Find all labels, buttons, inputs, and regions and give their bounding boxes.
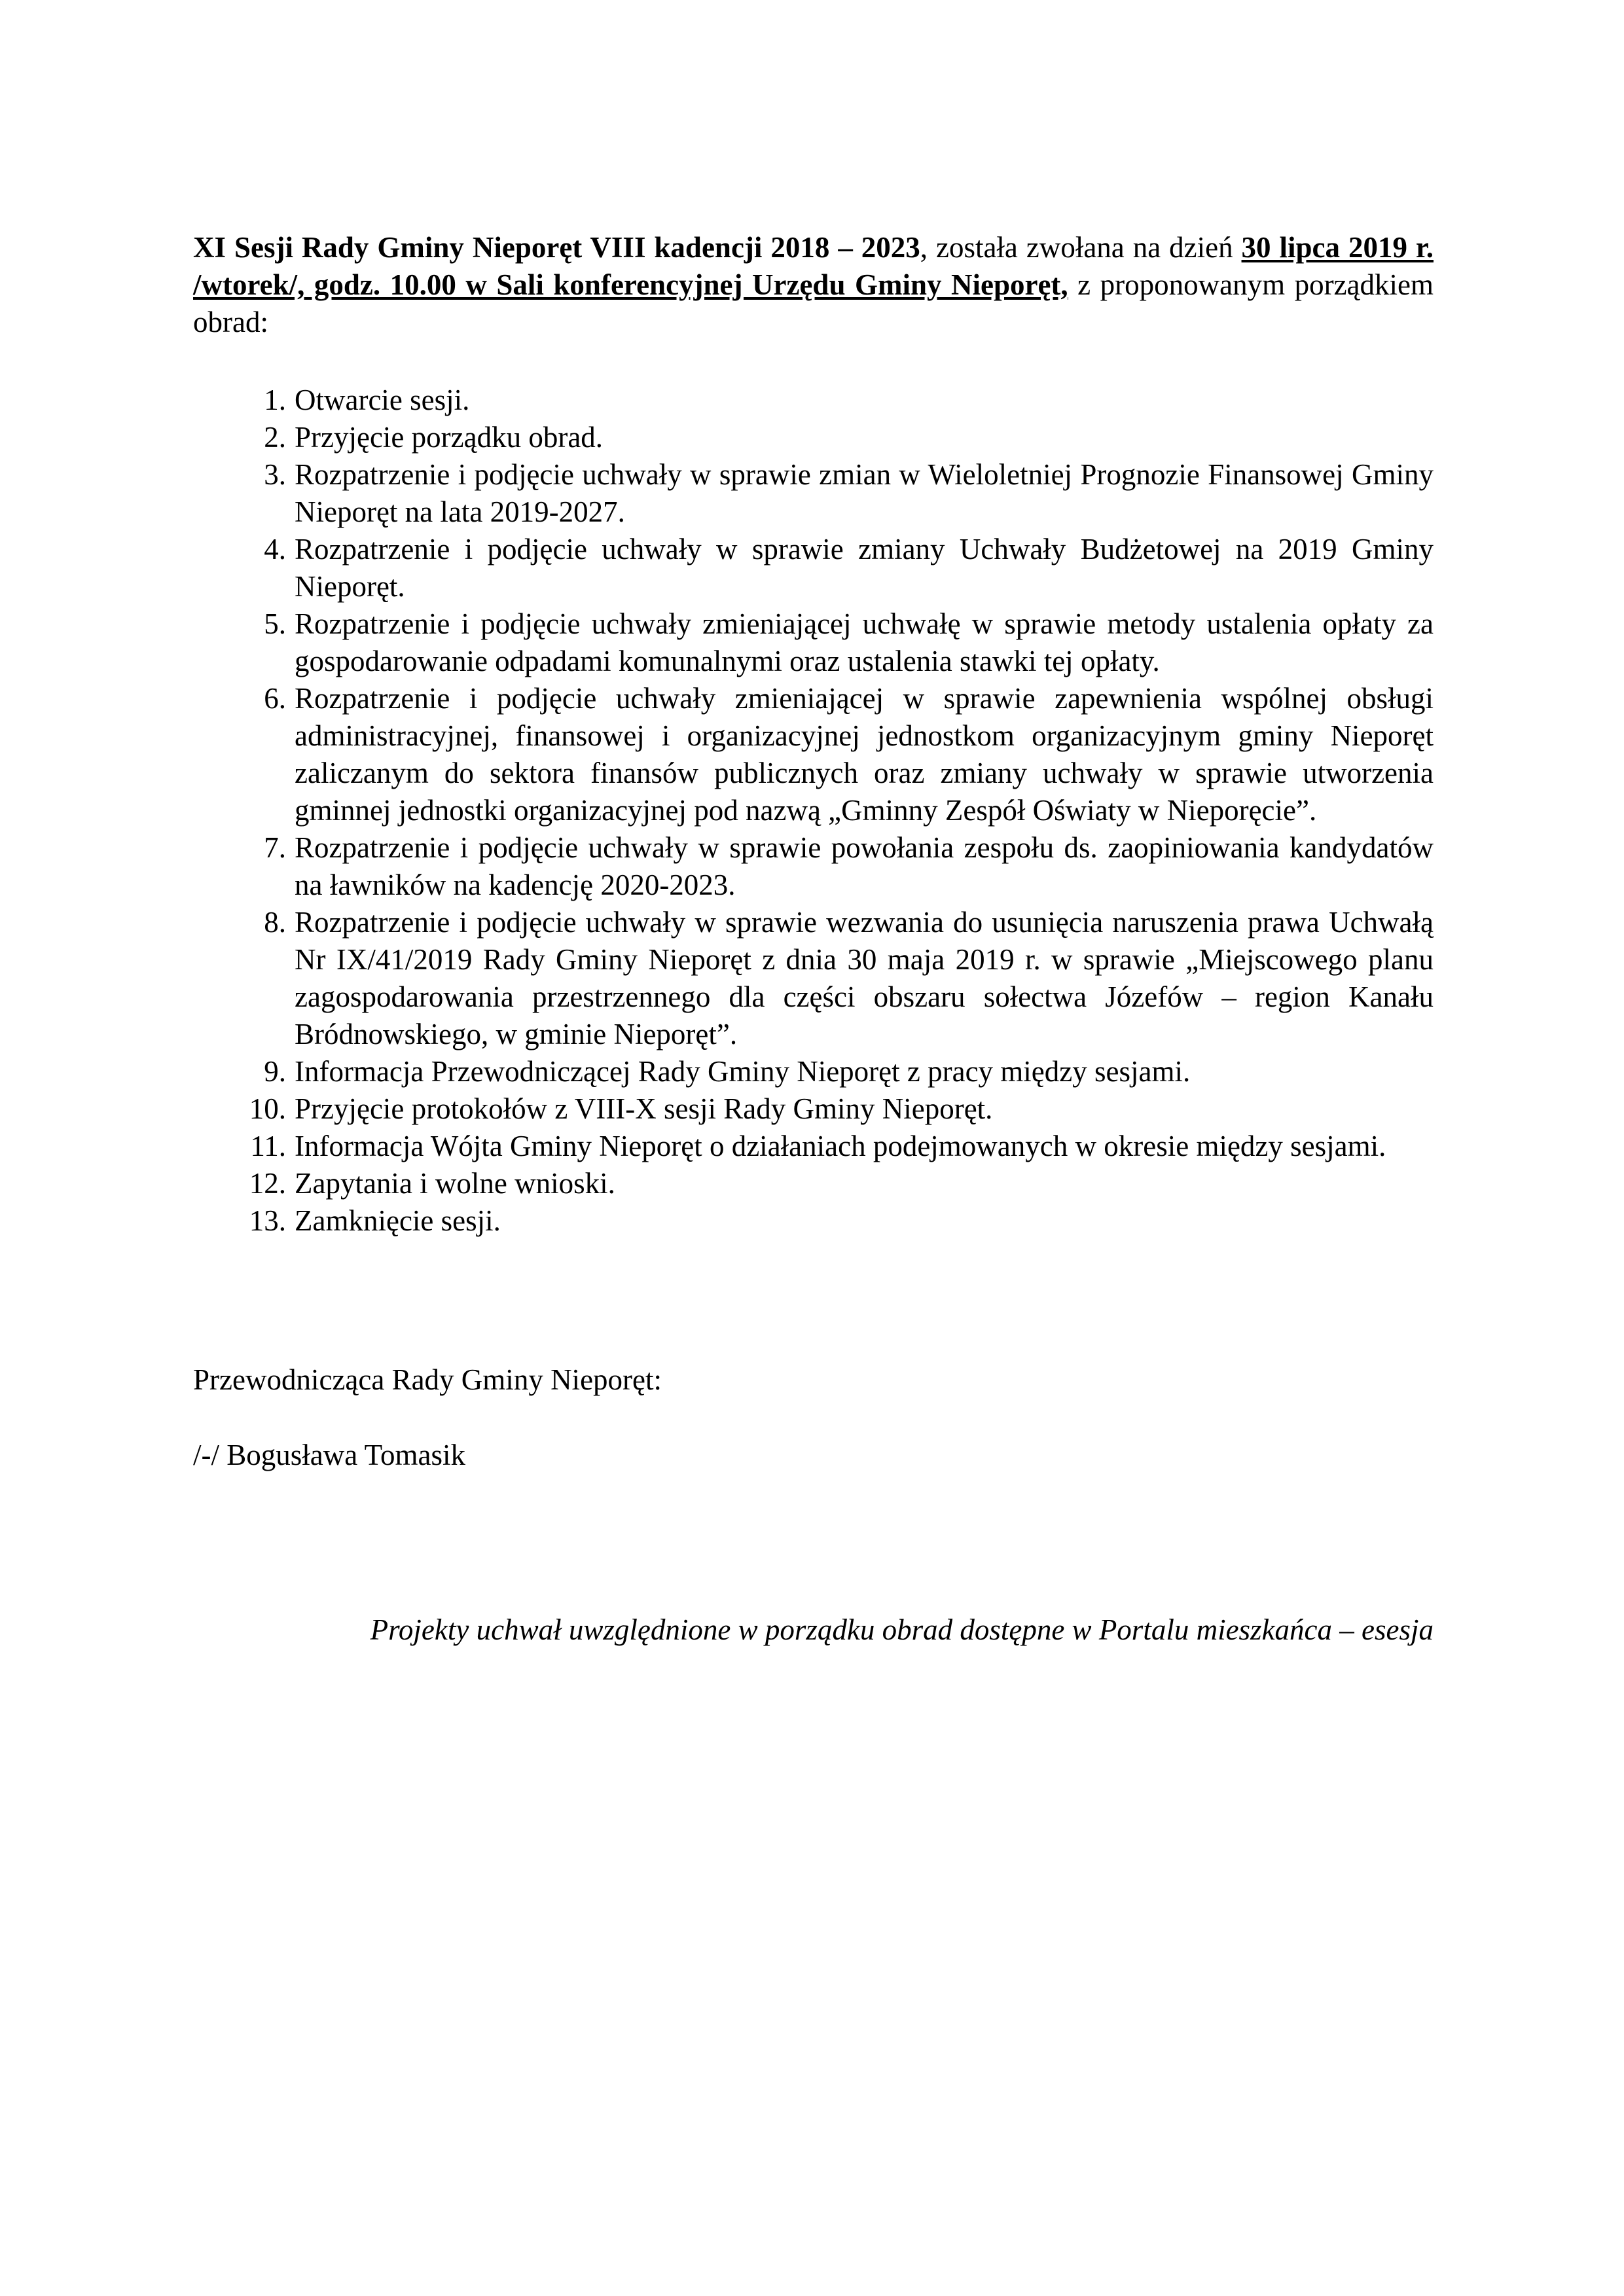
agenda-item [193, 605, 1434, 680]
agenda-list [193, 382, 1434, 1240]
agenda-item-number: 4. [264, 533, 286, 565]
agenda-item-text: Przyjęcie porządku obrad. [295, 421, 604, 454]
agenda-item [193, 1128, 1434, 1165]
agenda-item-number: 2. [264, 421, 286, 454]
agenda-item-number: 10. [249, 1092, 286, 1125]
agenda-item-text: Rozpatrzenie i podjęcie uchwały zmieniającej uchwałę w sprawie metody ustalenia opłaty za gospodarowanie odpadami komunalnymi oraz ustalenia stawki tej opłaty. [295, 607, 1434, 677]
agenda-item-text: Rozpatrzenie i podjęcie uchwały w sprawie powołania zespołu ds. zaopiniowania kandydatów na ławników na kadencję 2020-2023. [295, 831, 1434, 901]
agenda-item-text: Informacja Wójta Gminy Nieporęt o działaniach podejmowanych w okresie między sesjami. [295, 1130, 1386, 1162]
agenda-item [193, 1202, 1434, 1240]
agenda-item [193, 1053, 1434, 1090]
agenda-item-number: 3. [264, 458, 286, 491]
agenda-item-number: 7. [264, 831, 286, 864]
agenda-item-text: Rozpatrzenie i podjęcie uchwały zmieniającej w sprawie zapewnienia wspólnej obsługi administracyjnej, finansowej i organizacyjnej jednostkom organizacyjnym gminy Nieporęt zaliczanym do sektora finansów publicznych oraz zmiany uchwały w sprawie utworzenia gminnej jednostki organizacyjnej pod nazwą „Gminny Zespół Oświaty w Nieporęcie”. [295, 682, 1434, 827]
agenda-item [193, 1090, 1434, 1128]
agenda-item-text: Informacja Przewodniczącej Rady Gminy Nieporęt z pracy między sesjami. [295, 1055, 1191, 1088]
agenda-item [193, 680, 1434, 829]
agenda-item-text: Rozpatrzenie i podjęcie uchwały w sprawie zmian w Wieloletniej Prognozie Finansowej Gminy Nieporęt na lata 2019-2027. [295, 458, 1434, 528]
agenda-item [193, 531, 1434, 605]
footer-note: Projekty uchwał uwzględnione w porządku obrad dostępne w Portalu mieszkańca – esesja [370, 1613, 1434, 1646]
agenda-item-text: Zamknięcie sesji. [295, 1204, 501, 1237]
signature-title: Przewodnicząca Rady Gminy Nieporęt: [193, 1363, 662, 1396]
document-page [193, 229, 1434, 1649]
agenda-item [193, 1165, 1434, 1202]
agenda-item [193, 382, 1434, 419]
session-announcement [193, 229, 1434, 341]
agenda-item-number: 8. [264, 906, 286, 939]
agenda-item-text: Rozpatrzenie i podjęcie uchwały w sprawie zmiany Uchwały Budżetowej na 2019 Gminy Nieporęt. [295, 533, 1434, 603]
agenda-item-text: Otwarcie sesji. [295, 384, 470, 416]
agenda-item [193, 419, 1434, 456]
agenda-item-text: Przyjęcie protokołów z VIII-X sesji Rady Gminy Nieporęt. [295, 1092, 993, 1125]
signature-name: /-/ Bogusława Tomasik [193, 1439, 465, 1471]
agenda-item-number: 1. [264, 384, 286, 416]
session-name: XI Sesji Rady Gminy Nieporęt VIII kadencji 2018 – 2023 [193, 231, 920, 264]
announcement-text: , została zwołana na dzień [920, 231, 1242, 264]
agenda-item-text: Zapytania i wolne wnioski. [295, 1167, 615, 1200]
agenda-item-number: 11. [250, 1130, 286, 1162]
agenda-item-text: Rozpatrzenie i podjęcie uchwały w sprawie wezwania do usunięcia naruszenia prawa Uchwałą Nr IX/41/2019 Rady Gminy Nieporęt z dnia 30 maja 2019 r. w sprawie „Miejscowego planu zagospodarowania przestrzennego dla części obszaru sołectwa Józefów – region Kanału Bródnowskiego, w gminie Nieporęt”. [295, 906, 1434, 1050]
agenda-item-number: 12. [249, 1167, 286, 1200]
agenda-item-number: 13. [249, 1204, 286, 1237]
agenda-item [193, 904, 1434, 1053]
session-date-place: 30 lipca 2019 r. /wtorek/, godz. 10.00 w Sali konferencyjnej Urzędu Gminy Nieporęt, [193, 231, 1434, 301]
announcement-text-end: z proponowanym porządkiem obrad: [193, 268, 1434, 338]
agenda-item-number: 5. [264, 607, 286, 640]
agenda-item [193, 829, 1434, 904]
agenda-item-number: 6. [264, 682, 286, 715]
agenda-item [193, 456, 1434, 531]
agenda-item-number: 9. [264, 1055, 286, 1088]
